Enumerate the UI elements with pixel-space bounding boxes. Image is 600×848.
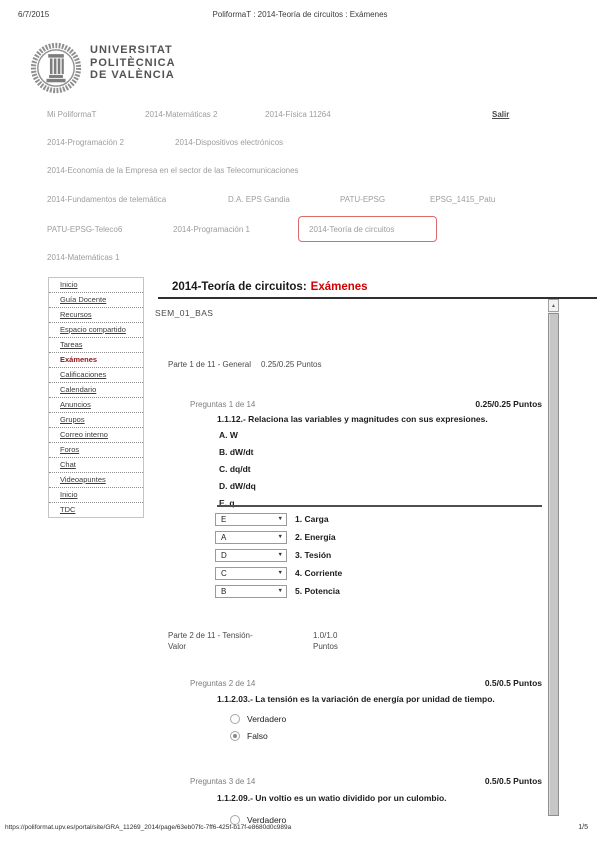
- match-select-value: B: [221, 586, 227, 596]
- logo-line-3: DE VALÈNCIA: [90, 69, 175, 81]
- question-1-matches: [215, 510, 342, 600]
- chevron-down-icon: ▼: [277, 552, 283, 558]
- question-3-header: [190, 776, 542, 786]
- option-a: A. W: [219, 430, 238, 440]
- print-header-title: PoliformaT : 2014-Teoría de circuitos : Exámenes: [212, 10, 388, 19]
- answer-falso[interactable]: [230, 727, 286, 744]
- match-select-potencia[interactable]: [215, 585, 287, 598]
- question-3-points: 0.5/0.5 Puntos: [484, 776, 542, 786]
- part-2-label-line1: Parte 2 de 11 - Tensión-: [168, 631, 253, 640]
- match-label: 4. Corriente: [295, 568, 343, 578]
- chevron-down-icon: ▼: [277, 516, 283, 522]
- nav-tab-programacion-2[interactable]: 2014-Programación 2: [47, 138, 124, 147]
- logo-line-2: POLITÈCNICA: [90, 56, 176, 69]
- exam-name: SEM_01_BAS: [155, 308, 214, 318]
- question-1-text: 1.1.12.- Relaciona las variables y magnitudes con sus expresiones.: [217, 414, 488, 424]
- question-3-text: 1.1.2.09.- Un voltio es un watio dividido por un culombio.: [217, 793, 447, 803]
- match-select-corriente[interactable]: [215, 567, 287, 580]
- nav-tab-matematicas-2[interactable]: 2014-Matemáticas 2: [145, 110, 218, 119]
- print-date: 6/7/2015: [18, 10, 50, 19]
- part-2-points-line1: 1.0/1.0: [313, 631, 338, 640]
- match-select-value: E: [221, 514, 227, 524]
- radio-label[interactable]: Falso: [247, 730, 268, 741]
- part-1-points: 0.25/0.25 Puntos: [261, 360, 322, 369]
- radio-selected-icon[interactable]: [230, 731, 240, 741]
- page-title: [158, 281, 597, 299]
- match-label: 1. Carga: [295, 514, 329, 524]
- sidebar-item-espacio-compartido[interactable]: Espacio compartido: [49, 323, 143, 338]
- match-select-carga[interactable]: [215, 513, 287, 526]
- match-label: 3. Tesión: [295, 550, 332, 560]
- match-select-value: C: [221, 568, 227, 578]
- question-3-counter: Preguntas 3 de 14: [190, 777, 256, 786]
- radio-label[interactable]: Verdadero: [247, 814, 287, 825]
- question-2-text: 1.1.2.03.- La tensión es la variación de energía por unidad de tiempo.: [217, 694, 495, 704]
- match-row-corriente: [215, 564, 342, 582]
- nav-tab-fundamentos-telematica[interactable]: 2014-Fundamentos de telemática: [47, 195, 167, 204]
- print-footer-url: https://poliformat.upv.es/portal/site/GRA_11269_2014/page/63eb07fc-7ff6-425f-b17f-e8680d0c989a: [5, 824, 292, 831]
- question-1-header: [190, 399, 542, 409]
- question-2-counter: Preguntas 2 de 14: [190, 679, 256, 688]
- scrollbar-thumb[interactable]: [548, 313, 559, 816]
- part-2-points-line2: Puntos: [313, 642, 338, 651]
- nav-tab-mi-poliformat[interactable]: Mi PoliformaT: [47, 110, 97, 119]
- question-2-points: 0.5/0.5 Puntos: [484, 678, 542, 688]
- sidebar-item-anuncios[interactable]: Anuncios: [49, 398, 143, 413]
- match-select-energia[interactable]: [215, 531, 287, 544]
- page-title-tool: Exámenes: [310, 281, 368, 293]
- match-label: 2. Energía: [295, 532, 336, 542]
- match-row-energia: [215, 528, 342, 546]
- sidebar-item-correo-interno[interactable]: Correo interno: [49, 428, 143, 443]
- tool-sidebar: [48, 277, 144, 518]
- scroll-up-arrow-icon[interactable]: ▲: [548, 299, 559, 312]
- sidebar-item-videoapuntes[interactable]: Videoapuntes: [49, 473, 143, 488]
- question-1-options: [219, 427, 256, 512]
- match-row-carga: [215, 510, 342, 528]
- salir-link[interactable]: Salir: [492, 110, 510, 119]
- match-label: 5. Potencia: [295, 586, 340, 596]
- chevron-down-icon: ▼: [277, 534, 283, 540]
- radio-unselected-icon[interactable]: [230, 714, 240, 724]
- active-tab-label: 2014-Teoría de circuitos: [309, 224, 395, 234]
- answer-verdadero[interactable]: [230, 710, 286, 727]
- sidebar-item-tareas[interactable]: Tareas: [49, 338, 143, 353]
- chevron-down-icon: ▼: [277, 570, 283, 576]
- match-row-potencia: [215, 582, 342, 600]
- question-2-header: [190, 678, 542, 688]
- question-1-divider: [217, 505, 542, 507]
- sidebar-item-chat[interactable]: Chat: [49, 458, 143, 473]
- nav-tab-patu-epsg[interactable]: PATU-EPSG: [340, 195, 386, 204]
- sidebar-item-guia-docente[interactable]: Guía Docente: [49, 293, 143, 308]
- print-footer-page-number: 1/5: [578, 824, 588, 831]
- sidebar-item-foros[interactable]: Foros: [49, 443, 143, 458]
- content-scrollbar[interactable]: [548, 299, 559, 816]
- match-row-tesion: [215, 546, 342, 564]
- nav-tab-dispositivos-electronicos[interactable]: 2014-Dispositivos electrónicos: [175, 138, 284, 147]
- part-1-header: [168, 360, 322, 369]
- sidebar-item-recursos[interactable]: Recursos: [49, 308, 143, 323]
- nav-tab-programacion-1[interactable]: 2014-Programación 1: [173, 225, 250, 234]
- sidebar-item-calificaciones[interactable]: Calificaciones: [49, 368, 143, 383]
- option-c: C. dq/dt: [219, 464, 251, 474]
- sidebar-item-calendario[interactable]: Calendario: [49, 383, 143, 398]
- part-1-label: Parte 1 de 11 - General: [168, 360, 252, 369]
- part-2-label-line2: Valor: [168, 642, 187, 651]
- nav-tab-fisica-11264[interactable]: 2014-Física 11264: [265, 110, 331, 119]
- question-2-answers: [230, 710, 286, 744]
- nav-tab-patu-epsg-teleco6[interactable]: PATU-EPSG-Teleco6: [47, 225, 123, 234]
- upv-logo-text: [90, 44, 176, 82]
- sidebar-item-inicio[interactable]: Inicio: [49, 278, 143, 293]
- match-select-value: A: [221, 532, 227, 542]
- nav-tab-economia-empresa[interactable]: 2014-Economía de la Empresa en el sector de las Telecomunicaciones: [47, 166, 299, 175]
- page-title-course: 2014-Teoría de circuitos:: [172, 281, 307, 293]
- upv-seal-icon: [30, 40, 82, 101]
- nav-tab-da-eps-gandia[interactable]: D.A. EPS Gandia: [228, 195, 290, 204]
- chevron-down-icon: ▼: [277, 588, 283, 594]
- sidebar-item-grupos[interactable]: Grupos: [49, 413, 143, 428]
- question-1-counter: Preguntas 1 de 14: [190, 400, 256, 409]
- sidebar-item-tdc[interactable]: TDC: [60, 505, 76, 514]
- match-select-value: D: [221, 550, 227, 560]
- option-e: E. q: [219, 498, 235, 508]
- part-2-header: [168, 630, 338, 652]
- nav-tab-teoria-circuitos-active[interactable]: [298, 216, 437, 242]
- match-select-tesion[interactable]: [215, 549, 287, 562]
- nav-tab-epsg-1415-patu[interactable]: EPSG_1415_Patu: [430, 195, 496, 204]
- radio-label[interactable]: Verdadero: [247, 713, 287, 724]
- logo-line-1: UNIVERSITAT: [90, 44, 173, 56]
- sidebar-item-examenes[interactable]: Exámenes: [49, 353, 143, 368]
- nav-tab-matematicas-1[interactable]: 2014-Matemáticas 1: [47, 253, 120, 262]
- option-d: D. dW/dq: [219, 481, 256, 491]
- radio-unselected-icon[interactable]: [230, 815, 240, 825]
- option-b: B. dW/dt: [219, 447, 254, 457]
- sidebar-item-inicio-2[interactable]: Inicio: [49, 488, 143, 503]
- exam-content-frame: [152, 300, 546, 825]
- question-1-points: 0.25/0.25 Puntos: [475, 399, 542, 409]
